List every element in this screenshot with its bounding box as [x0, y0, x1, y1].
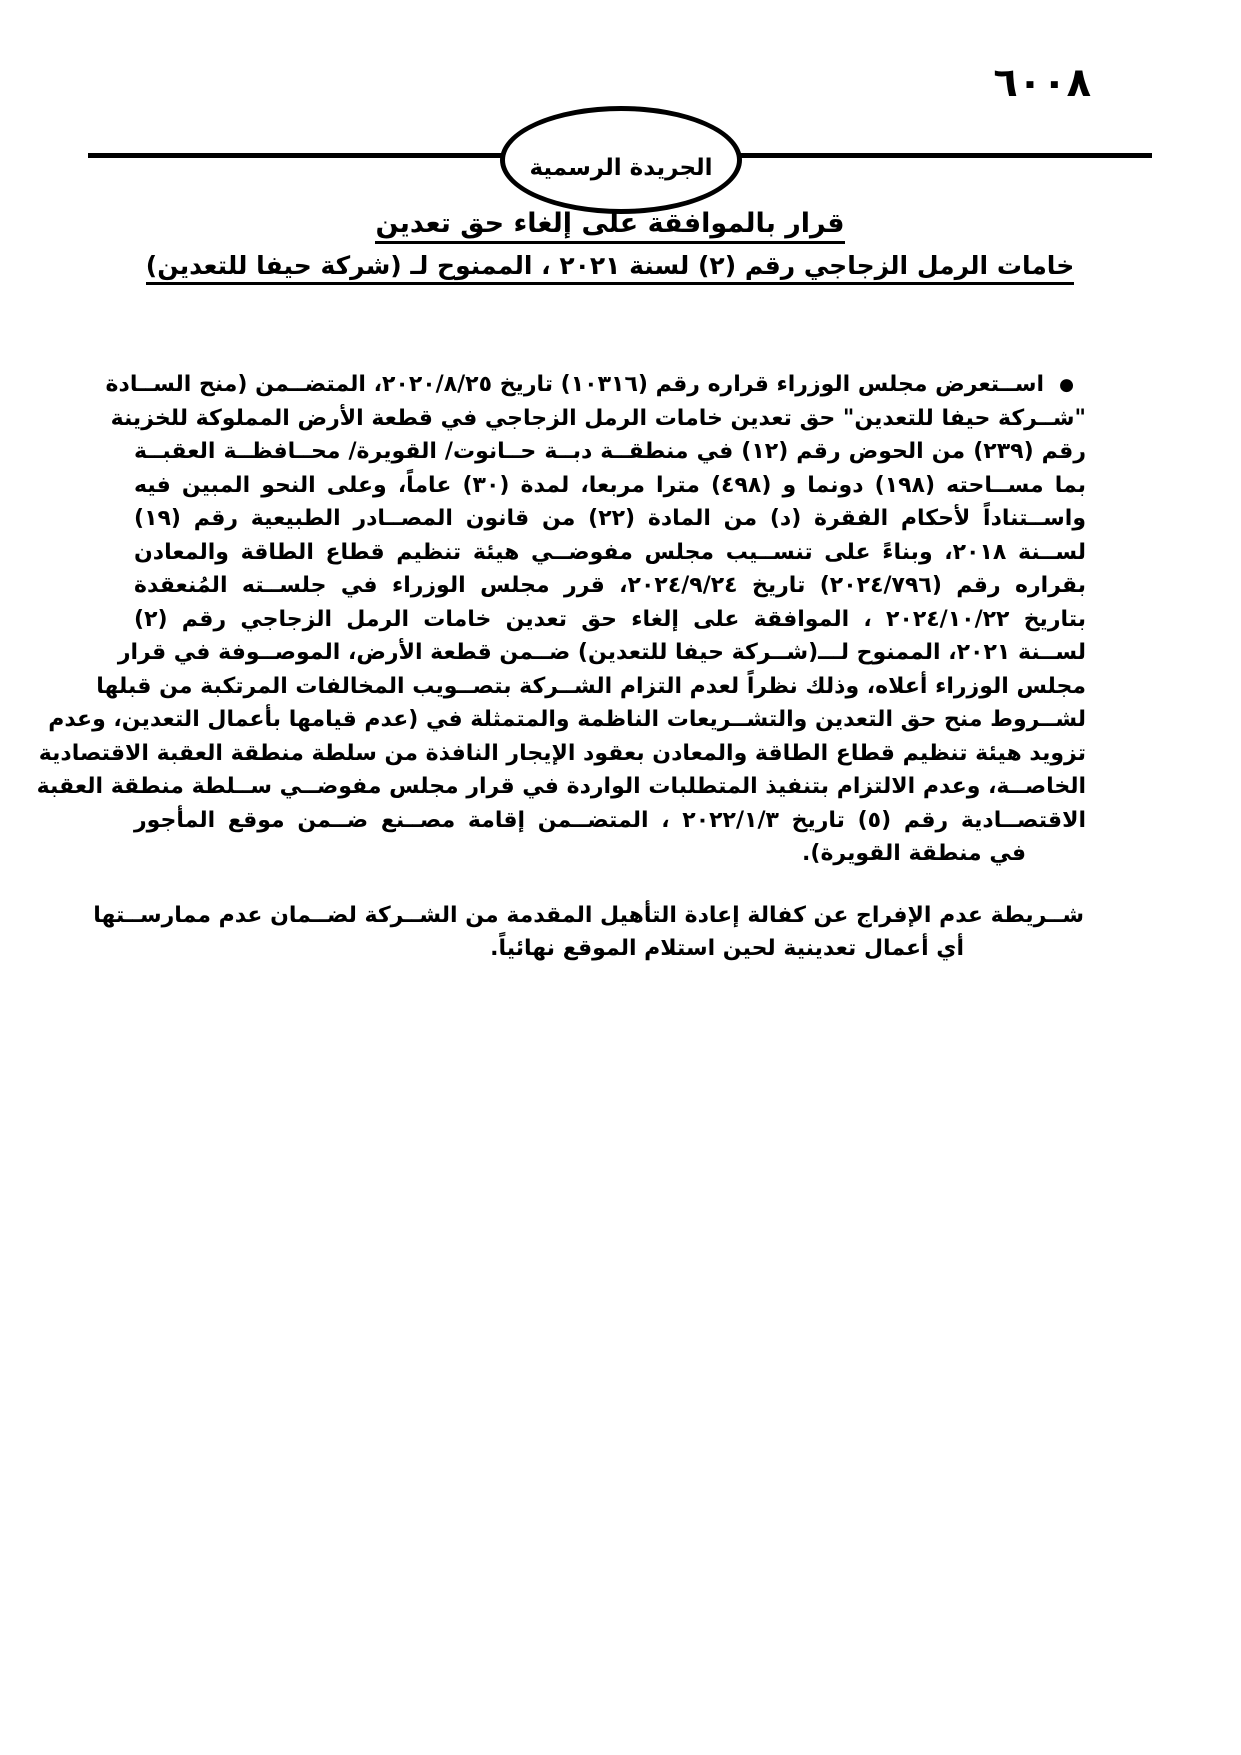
condition-note-paragraph — [93, 899, 1084, 965]
body-line: الخاصــة، وعدم الالتزام بتنفيذ المتطلبات الواردة في قرار مجلس مفوضــي ســلطة منطقة العقبة — [36, 774, 1086, 799]
decision-title-line2-row — [120, 251, 1100, 285]
resolution-paragraph — [36, 368, 1087, 871]
gazette-oval-badge — [500, 106, 742, 214]
decision-title-line1-row — [120, 208, 1100, 244]
body-line: "شــركة حيفا للتعدين" حق تعدين خامات الرمل الزجاجي في قطعة الأرض المملوكة للخزينة — [110, 405, 1086, 431]
body-line: لســنة ٢٠١٨، وبناءً على تنســيب مجلس مفوضــي هيئة تنظيم قطاع الطاقة والمعادن — [134, 539, 1087, 565]
footer-note-line: شــريطة عدم الإفراج عن كفالة إعادة التأهيل المقدمة من الشــركة لضــمان عدم ممارســتها — [93, 903, 1084, 928]
body-line: لشــروط منح حق التعدين والتشــريعات الناظمة والمتمثلة في (عدم قيامها بأعمال التعدين، وعدم — [48, 707, 1086, 732]
page-number: ٦٠٠٨ — [993, 60, 1091, 106]
bullet-icon: ● — [1059, 375, 1074, 395]
decision-title-block — [120, 208, 1100, 292]
body-line: في منطقة القويرة). — [802, 841, 1026, 866]
decision-title-line2: خامات الرمل الزجاجي رقم (٢) لسنة ٢٠٢١ ، الممنوح لـ (شركة حيفا للتعدين) — [146, 251, 1074, 285]
body-line: تزويد هيئة تنظيم قطاع الطاقة والمعادن بعقود الإيجار النافذة من سلطة منطقة العقبة الاقتصادية — [38, 740, 1086, 766]
gazette-title: الجريدة الرسمية — [529, 155, 713, 181]
body-line: بتاريخ ٢٠٢٤/١٠/٢٢ ، الموافقة على إلغاء حق تعدين خامات الرمل الزجاجي رقم (٢) — [134, 606, 1086, 632]
decision-title-line1: قرار بالموافقة على إلغاء حق تعدين — [375, 208, 844, 244]
body-line-text: اســتعرض مجلس الوزراء قراره رقم (١٠٣١٦) تاريخ ٢٠٢٠/٨/٢٥، المتضــمن (منح الســادة — [105, 372, 1044, 397]
body-line — [105, 368, 1086, 402]
body-line: واســتناداً لأحكام الفقرة (د) من المادة (٢٢) من قانون المصــادر الطبيعية رقم (١٩) — [134, 506, 1086, 531]
footer-note-line: أي أعمال تعدينية لحين استلام الموقع نهائياً. — [490, 936, 964, 961]
body-line: الاقتصــادية رقم (٥) تاريخ ٢٠٢٢/١/٣ ، المتضــمن إقامة مصــنع ضــمن موقع المأجور — [134, 807, 1086, 833]
body-line: لســنة ٢٠٢١، الممنوح لـــ(شــركة حيفا للتعدين) ضــمن قطعة الأرض، الموصــوفة في قرار — [117, 640, 1086, 665]
body-line: رقم (٢٣٩) من الحوض رقم (١٢) في منطقــة دبــة حــانوت/ القويرة/ محــافظــة العقبــة — [134, 439, 1086, 464]
body-line: مجلس الوزراء أعلاه، وذلك نظراً لعدم التزام الشــركة بتصــويب المخالفات المرتكبة من قبلها — [96, 673, 1086, 699]
body-line: بقراره رقم (٢٠٢٤/٧٩٦) تاريخ ٢٠٢٤/٩/٢٤، قرر مجلس الوزراء في جلســته المُنعقدة — [134, 573, 1086, 598]
body-line: بما مســاحته (١٩٨) دونما و (٤٩٨) مترا مربعا، لمدة (٣٠) عاماً، وعلى النحو المبين فيه — [134, 472, 1087, 498]
